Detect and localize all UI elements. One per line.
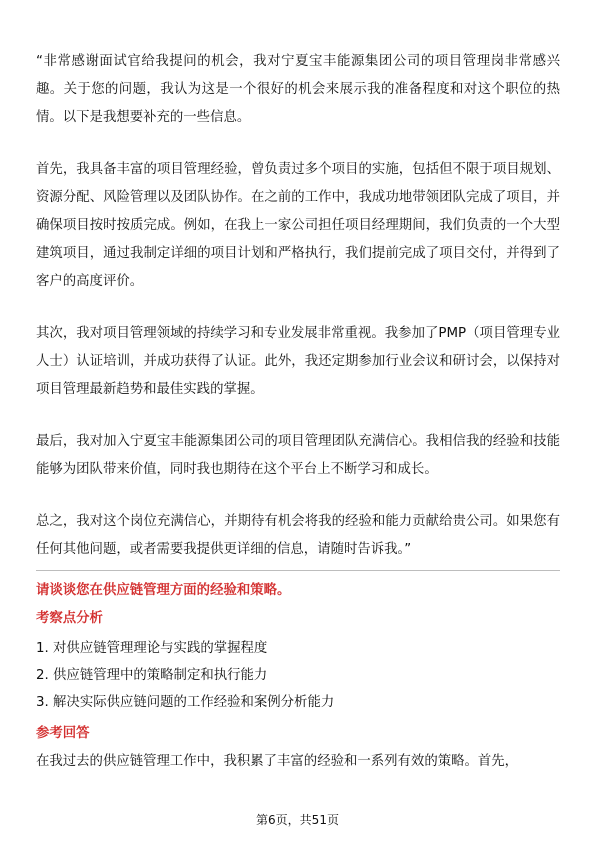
reference-answer-heading: 参考回答: [36, 726, 90, 741]
analysis-heading: 考察点分析: [36, 611, 103, 626]
analysis-points-list: [36, 635, 560, 716]
answer-paragraph-3: 其次，我对项目管理领域的持续学习和专业发展非常重视。我参加了PMP（项目管理专业人士）认证培训，并成功获得了认证。此外，我还定期参加行业会议和研讨会，以保持对项目管理最新趋势和最佳实践的掌握。: [36, 326, 560, 397]
answer-paragraph-4: 最后，我对加入宁夏宝丰能源集团公司的项目管理团队充满信心。我相信我的经验和技能能够为团队带来价值，同时我也期待在这个平台上不断学习和成长。: [36, 434, 560, 477]
answer-paragraph-2: 首先，我具备丰富的项目管理经验，曾负责过多个项目的实施，包括但不限于项目规划、资源分配、风险管理以及团队协作。在之前的工作中，我成功地带领团队完成了项目，并确保项目按时按质完成。例如，在我上一家公司担任项目经理期间，我们负责的一个大型建筑项目，通过我制定详细的项目计划和严格执行，我们提前完成了项目交付，并得到了客户的高度评价。: [36, 162, 560, 289]
answer-paragraph-1: “非常感谢面试官给我提问的机会，我对宁夏宝丰能源集团公司的项目管理岗非常感兴趣。关于您的问题，我认为这是一个很好的机会来展示我的准备程度和对这个职位的热情。以下是我想要补充的一些信息。: [36, 54, 560, 125]
answer-paragraph-5: 总之，我对这个岗位充满信心，并期待有机会将我的经验和能力贡献给贵公司。如果您有任何其他问题，或者需要我提供更详细的信息，请随时告诉我。”: [36, 514, 560, 557]
page-number-footer: 第6页，共51页: [256, 813, 339, 827]
interview-question: 请谈谈您在供应链管理方面的经验和策略。: [36, 583, 291, 598]
analysis-point: 2. 供应链管理中的策略制定和执行能力: [36, 668, 268, 683]
page-content: [36, 48, 560, 774]
analysis-point: 3. 解决实际供应链问题的工作经验和案例分析能力: [36, 695, 335, 710]
section-divider: [36, 570, 560, 571]
reference-answer-text: 在我过去的供应链管理工作中，我积累了丰富的经验和一系列有效的策略。首先，: [36, 754, 519, 769]
analysis-point: 1. 对供应链管理理论与实践的掌握程度: [36, 641, 268, 656]
